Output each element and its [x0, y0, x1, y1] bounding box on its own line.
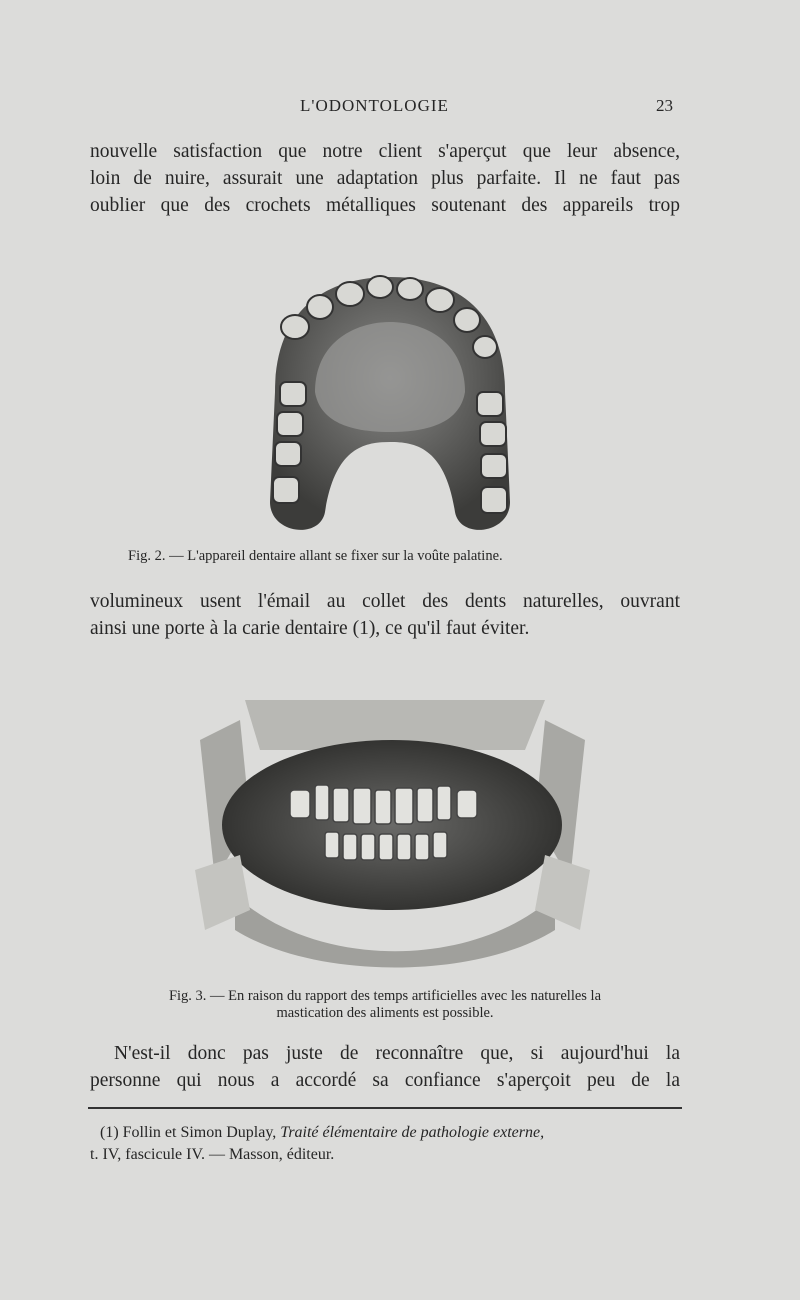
footnote-divider: [88, 1107, 682, 1109]
text-line: loin de nuire, assurait une adaptation plus parfaite. Il ne faut pas: [90, 168, 680, 189]
caption-line: mastication des aliments est possible.: [276, 1005, 494, 1021]
text-line: N'est-il donc pas juste de reconnaître que, si aujourd'hui la: [114, 1043, 680, 1064]
page-number: 23: [656, 96, 673, 115]
text-line: oublier que des crochets métalliques soutenant des appareils trop: [90, 195, 680, 216]
dental-plate-illustration: [255, 272, 525, 542]
text-line: nouvelle satisfaction que notre client s'aperçut que leur absence,: [90, 141, 680, 162]
footnote-author: (1) Follin et Simon Duplay,: [100, 1124, 281, 1141]
figure-2-caption: Fig. 2. — L'appareil dentaire allant se fixer sur la voûte palatine.: [128, 548, 503, 564]
running-title: L'ODONTOLOGIE: [300, 96, 449, 115]
footnote-line: [90, 1122, 682, 1144]
open-mouth-illustration: [195, 680, 590, 980]
footnote: [90, 1122, 682, 1166]
paragraph-2: [90, 588, 680, 642]
text-line: volumineux usent l'émail au collet des dents naturelles, ouvrant: [90, 591, 680, 612]
footnote-line: t. IV, fascicule IV. — Masson, éditeur.: [90, 1146, 335, 1163]
paragraph-3: [90, 1040, 680, 1094]
text-line: personne qui nous a accordé sa confiance s'aperçoit peu de la: [90, 1070, 680, 1091]
paragraph-1: [90, 138, 680, 219]
footnote-title: Traité élémentaire de pathologie externe,: [280, 1124, 545, 1141]
figure-3-caption: [90, 988, 680, 1022]
text-line: ainsi une porte à la carie dentaire (1), ce qu'il faut éviter.: [90, 618, 530, 639]
caption-line: Fig. 3. — En raison du rapport des temps artificielles avec les naturelles la: [168, 988, 602, 1004]
